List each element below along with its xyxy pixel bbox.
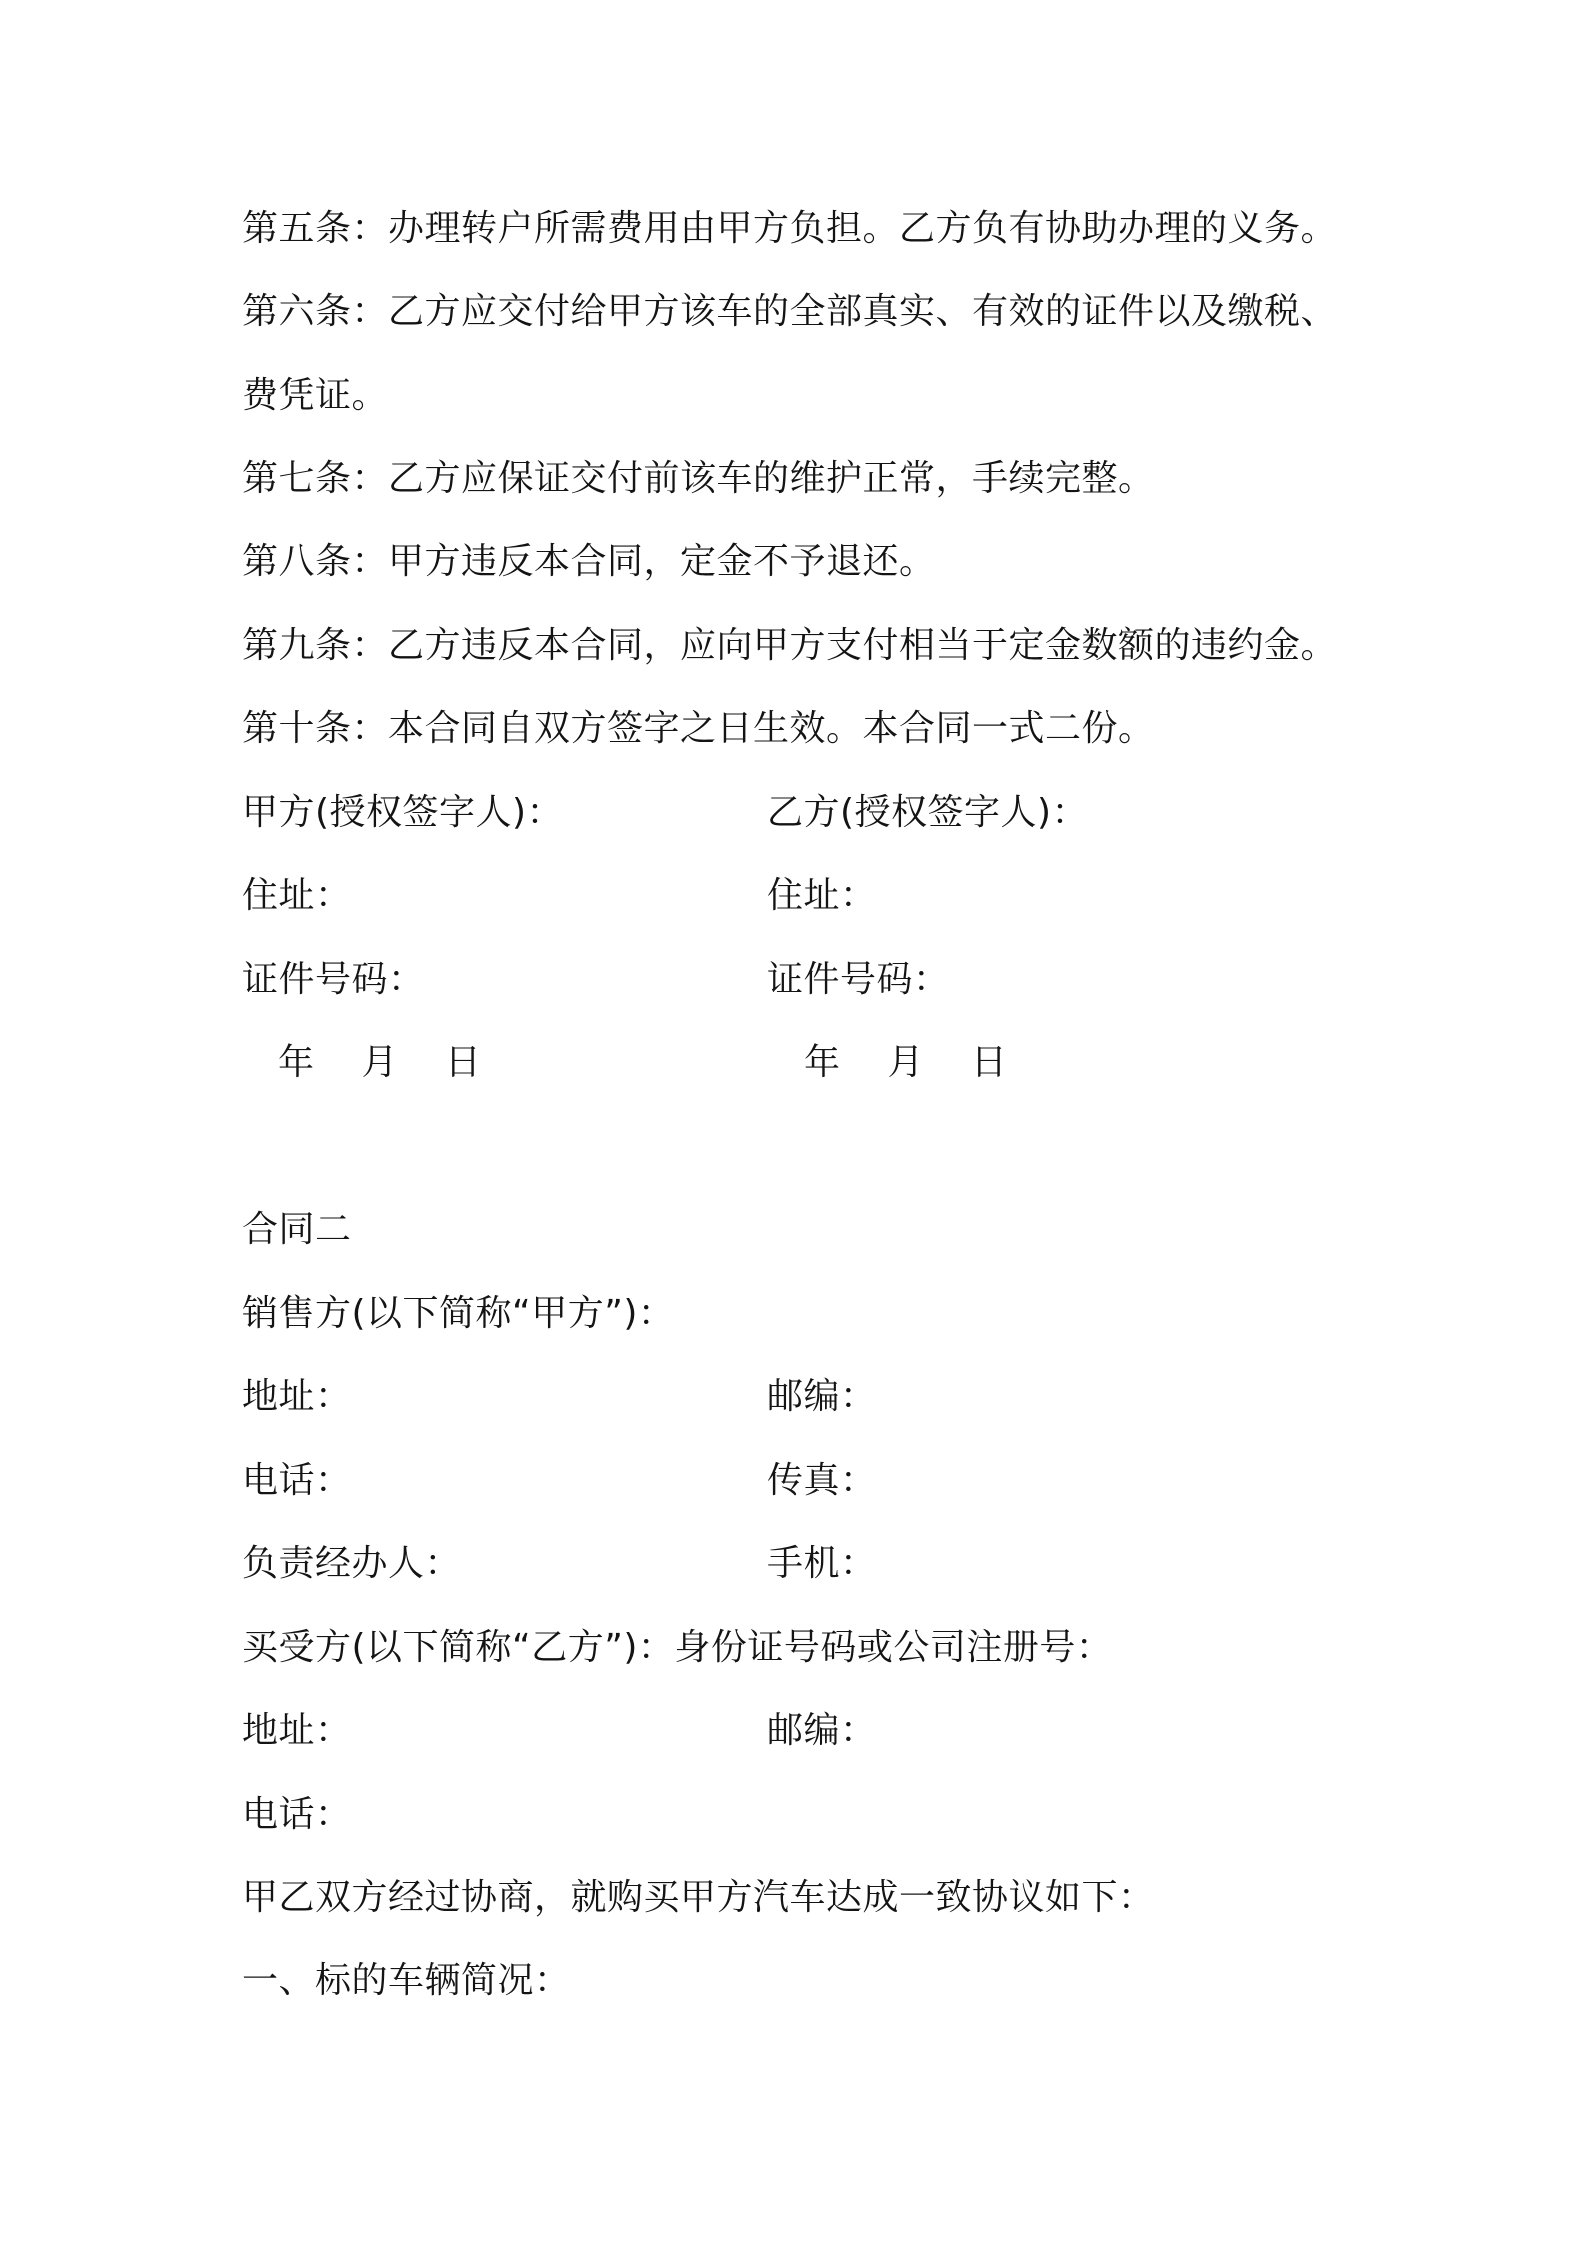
party-b-id-label: 证件号码： — [767, 959, 950, 1000]
section-1-title: 一、标的车辆简况： — [242, 1960, 571, 2001]
seller-phone-label: 电话： — [242, 1460, 352, 1501]
article-6-continued: 费凭证。 — [242, 375, 389, 416]
seller-address-label: 地址： — [242, 1376, 352, 1417]
buyer-label: 买受方(以下简称“乙方”)：身份证号码或公司注册号： — [242, 1627, 1113, 1668]
seller-postcode-label: 邮编： — [767, 1376, 877, 1417]
article-5: 第五条：办理转户所需费用由甲方负担。乙方负有协助办理的义务。 — [242, 208, 1338, 249]
seller-label: 销售方(以下简称“甲方”)： — [242, 1293, 675, 1334]
party-b-date: 年 月 日 — [804, 1042, 1007, 1083]
article-6: 第六条：乙方应交付给甲方该车的全部真实、有效的证件以及缴税、 — [242, 291, 1338, 332]
seller-agent-label: 负责经办人： — [242, 1543, 462, 1584]
party-a-signatory-label: 甲方(授权签字人)： — [242, 792, 564, 833]
article-9: 第九条：乙方违反本合同，应向甲方支付相当于定金数额的违约金。 — [242, 625, 1338, 666]
seller-mobile-label: 手机： — [767, 1543, 877, 1584]
seller-fax-label: 传真： — [767, 1460, 877, 1501]
article-7: 第七条：乙方应保证交付前该车的维护正常，手续完整。 — [242, 458, 1155, 499]
buyer-postcode-label: 邮编： — [767, 1710, 877, 1751]
article-8: 第八条：甲方违反本合同，定金不予退还。 — [242, 541, 936, 582]
contract-2-title: 合同二 — [242, 1209, 352, 1250]
article-10: 第十条：本合同自双方签字之日生效。本合同一式二份。 — [242, 708, 1155, 749]
agreement-intro: 甲乙双方经过协商，就购买甲方汽车达成一致协议如下： — [242, 1877, 1155, 1918]
party-a-id-label: 证件号码： — [242, 959, 425, 1000]
party-a-date: 年 月 日 — [278, 1042, 481, 1083]
buyer-address-label: 地址： — [242, 1710, 352, 1751]
party-b-signatory-label: 乙方(授权签字人)： — [767, 792, 1089, 833]
party-a-address-label: 住址： — [242, 875, 352, 916]
party-b-address-label: 住址： — [767, 875, 877, 916]
buyer-phone-label: 电话： — [242, 1794, 352, 1835]
